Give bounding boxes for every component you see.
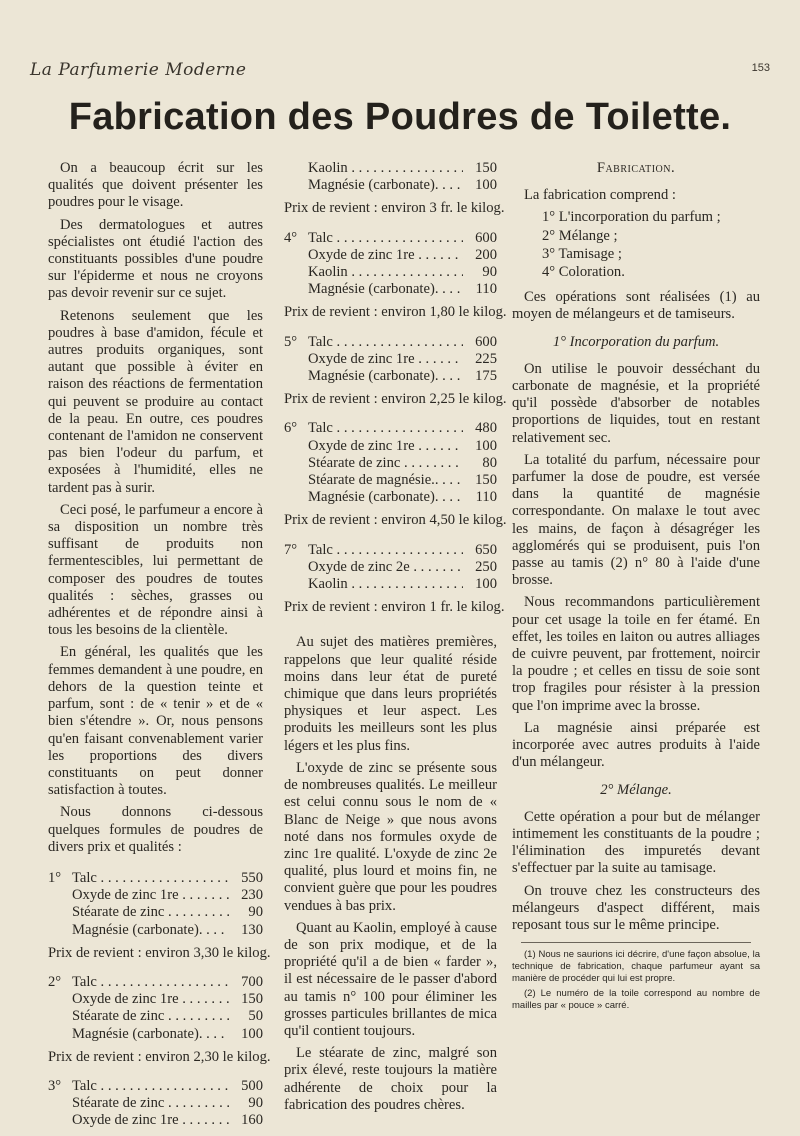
recipe-row: [284, 438, 497, 455]
recipe-4: [284, 230, 497, 299]
recipe-row: [284, 334, 497, 351]
footnote: (1) Nous ne saurions ici décrire, d'une façon absolue, la technique de fabrication, chaque parfumeur ayant sa manière de procéder qui lui est propre.: [512, 949, 760, 985]
ingredient-qty: 150: [241, 991, 263, 1008]
recipe-row: [48, 904, 263, 921]
ingredient-qty: 175: [475, 368, 497, 385]
column-2: [284, 160, 507, 1119]
ingredient-qty: 600: [475, 229, 497, 246]
ingredient-qty: 230: [241, 887, 263, 904]
recipe-7: [284, 542, 497, 594]
recipe-row: [48, 1078, 263, 1095]
ingredient-name: Magnésie (carbonate). . . .: [72, 922, 229, 939]
cost-price: Prix de revient : environ 4,50 le kilog.: [284, 512, 507, 529]
recipe-6: [284, 420, 497, 506]
paragraph: Quant au Kaolin, employé à cause de son prix modique, et de la propriété qu'il a de bien « farder », il est nécessaire de le passer d'abord au tamis n° 100 pour éliminer les grosses particules brillantes de mica qu'il contient toujours.: [284, 919, 497, 1039]
recipe-row: [48, 1026, 263, 1043]
recipe-row: [284, 368, 497, 385]
page-number: 153: [751, 62, 770, 74]
recipe-3: [48, 1078, 263, 1130]
ingredient-name: Oxyde de zinc 1re . . .: [308, 247, 463, 264]
ingredient-qty: 225: [475, 350, 497, 367]
recipe-row: [284, 489, 497, 506]
ingredient-name: Magnésie (carbonate). . . .: [308, 281, 463, 298]
paragraph: On trouve chez les constructeurs des mélangeurs d'aspect différent, mais reposant tous sur le même principe.: [512, 882, 760, 933]
ingredient-qty: 110: [475, 489, 497, 506]
column-1: [48, 160, 271, 1136]
cost-price: Prix de revient : environ 2,30 le kilog.: [48, 1048, 271, 1065]
ingredient-name: Oxyde de zinc 1re . . .: [72, 1112, 229, 1129]
ingredient-name: Oxyde de zinc 2e . . .: [308, 559, 463, 576]
ingredient-name: Stéarate de zinc . . .: [308, 455, 463, 472]
recipe-row: [284, 542, 497, 559]
ingredient-name: Talc: [308, 541, 333, 558]
ingredient-name: Magnésie (carbonate). . . .: [308, 489, 463, 506]
cost-price: Prix de revient : environ 1 fr. le kilog.: [284, 599, 505, 616]
ingredient-name: Stéarate de magnésie.. . . .: [308, 472, 463, 489]
paragraph: Retenons seulement que les poudres à base d'amidon, fécule et autres produits organiques, sont autant que possible à éviter en raison des réactions de fermentation qui peuvent se produire au contact de la peau. En outre, ces poudres contenant de l'amidon ne conservent pas bien l'odeur du parfum, et exposées à l'humidité, elles ne tardent pas à surir.: [48, 307, 263, 496]
ingredient-name: Stéarate de zinc . . .: [72, 904, 229, 921]
recipe-row: [284, 455, 497, 472]
ingredient-qty: 700: [241, 973, 263, 990]
ingredient-qty: 480: [475, 420, 497, 437]
cost-price: Prix de revient : environ 3 fr. le kilog.: [284, 200, 505, 217]
ingredient-name: Talc: [72, 1077, 97, 1094]
ingredient-qty: 150: [475, 160, 497, 176]
paragraph: Ceci posé, le parfumeur a encore à sa disposition un nombre très suffisant de produits non fermentescibles, lui permettant de composer des poudres de toutes qualités : sèches, grasses ou adhérentes et de répondre ainsi à tous les besoins de la clientèle.: [48, 501, 263, 639]
ingredient-name: Magnésie (carbonate). . . .: [308, 177, 463, 194]
recipe-row: [48, 1112, 263, 1129]
paragraph: La magnésie ainsi préparée est incorporée avec autres produits à l'aide d'un mélangeur.: [512, 719, 760, 771]
ingredient-name: Kaolin . . .: [308, 264, 463, 281]
ingredient-qty: 200: [475, 246, 497, 263]
paragraph: La totalité du parfum, nécessaire pour parfumer la dose de poudre, est versée dans la quantité de magnésie correspondante. On malaxe le tout avec les mains, de façon à désagréger les agglomérés qui se produisent, puis l'on passe au tamis (2) n° 80 à l'aide d'une brosse.: [512, 451, 760, 589]
ingredient-qty: 160: [241, 1112, 263, 1129]
recipe-2: [48, 974, 263, 1043]
ingredient-name: Oxyde de zinc 1re . . .: [308, 351, 463, 368]
recipe-row: [284, 264, 497, 281]
ingredient-qty: 100: [475, 576, 497, 593]
steps-list: [512, 209, 760, 281]
footnote: (2) Le numéro de la toile correspond au nombre de mailles par « pouce » carré.: [512, 988, 760, 1012]
footnote-divider: [521, 942, 751, 943]
recipe-number: 4°: [284, 229, 298, 246]
recipe-number: 3°: [48, 1077, 62, 1094]
paragraph: En général, les qualités que les femmes demandent à une poudre, en dehors de la question teinte et parfum, sont : de « tenir » et de « bien s'étendre ». Or, nous pensons qu'en faisant convenablement varier les proportions des divers constituants on peut donner satisfaction à toutes.: [48, 644, 263, 799]
paragraph: Le stéarate de zinc, malgré son prix élevé, reste toujours la matière adhérente de choix pour la fabrication des poudres chères.: [284, 1045, 497, 1113]
paragraph: Nous donnons ci-dessous quelques formules de poudres de divers prix et qualités :: [48, 804, 263, 855]
subsection-heading: 1° Incorporation du parfum.: [552, 333, 720, 350]
ingredient-name: Talc: [72, 869, 97, 886]
ingredient-qty: 80: [482, 454, 497, 471]
section-heading: Fabrication.: [596, 160, 676, 176]
list-item: 4° Coloration.: [542, 264, 625, 281]
list-item: 3° Tamisage ;: [542, 245, 622, 262]
recipe-row: [48, 922, 263, 939]
ingredient-qty: 550: [241, 869, 263, 886]
recipe-1: [48, 870, 263, 939]
ingredient-name: Oxyde de zinc 1re . . .: [72, 887, 229, 904]
ingredient-qty: 250: [475, 558, 497, 575]
ingredient-qty: 100: [475, 177, 497, 194]
recipe-row: [48, 974, 263, 991]
ingredient-name: Magnésie (carbonate). . . .: [72, 1026, 229, 1043]
recipe-number: 1°: [48, 869, 62, 886]
recipe-row: [284, 576, 497, 593]
recipe-row: [48, 1095, 263, 1112]
ingredient-name: Talc: [308, 333, 333, 350]
ingredient-qty: 90: [248, 1095, 263, 1112]
recipe-row: [48, 991, 263, 1008]
cost-price: Prix de revient : environ 1,80 le kilog.: [284, 304, 507, 321]
recipe-row: [48, 887, 263, 904]
recipe-row: [48, 1008, 263, 1025]
ingredient-qty: 100: [241, 1025, 263, 1042]
paragraph: Des dermatologues et autres spécialistes ont étudié l'action des constituants possibles d'une poudre sur l'épiderme et nous ne croyons pas devoir revenir sur ce sujet.: [48, 216, 263, 302]
recipe-row: [284, 247, 497, 264]
ingredient-qty: 600: [475, 333, 497, 350]
recipe-number: 5°: [284, 333, 298, 350]
recipe-3-continued: [284, 160, 497, 194]
paragraph: L'oxyde de zinc se présente sous de nombreuses qualités. Le meilleur est celui connu sous le nom de « Blanc de Neige » que nous avons noté dans nos formules oxyde de zinc 1re qualité. L'oxyde de zinc 2e qualité, plus lourd et moins fin, ne convient guère que pour les poudres vendues à bas prix.: [284, 759, 497, 914]
paragraph: Nous recommandons particulièrement pour cet usage la toile en fer étamé. En effet, les toiles en laiton ou autres alliages de cuivre peuvent, par frottement, noircir la poudre ; et celles en tissu de soie sont trop fragiles pour résister à la pression que l'on imprime avec la brosse.: [512, 594, 760, 714]
paragraph: On a beaucoup écrit sur les qualités que doivent présenter les poudres pour le visage.: [48, 160, 263, 211]
recipe-row: [284, 559, 497, 576]
cost-price: Prix de revient : environ 2,25 le kilog.: [284, 391, 507, 408]
paragraph: Au sujet des matières premières, rappelons que leur qualité réside moins dans leur état de pureté chimique que dans leurs propriétés physiques et leur aspect. Les produits les meilleurs sont les plus légers et les plus fins.: [284, 634, 497, 754]
ingredient-qty: 100: [475, 437, 497, 454]
paragraph: Cette opération a pour but de mélanger intimement les constituants de la poudre ; l'élimination des impuretés devant s'effectuer par la suite au tamisage.: [512, 808, 760, 877]
recipe-row: [284, 160, 497, 177]
ingredient-name: Stéarate de zinc . . .: [72, 1095, 229, 1112]
ingredient-qty: 90: [482, 264, 497, 281]
recipe-number: 6°: [284, 420, 298, 437]
paragraph: Ces opérations sont réalisées (1) au moyen de mélangeurs et de tamiseurs.: [512, 289, 760, 323]
recipe-5: [284, 334, 497, 386]
ingredient-qty: 110: [475, 281, 497, 298]
ingredient-qty: 150: [475, 472, 497, 489]
recipe-row: [284, 177, 497, 194]
ingredient-qty: 50: [248, 1008, 263, 1025]
ingredient-qty: 90: [248, 904, 263, 921]
column-3: [512, 160, 760, 1015]
ingredient-name: Kaolin . . .: [308, 576, 463, 593]
page-title: Fabrication des Poudres de Toilette.: [68, 96, 732, 138]
ingredient-qty: 650: [475, 541, 497, 558]
recipe-number: 7°: [284, 541, 298, 558]
ingredient-name: Oxyde de zinc 1re . . .: [308, 438, 463, 455]
ingredient-name: Talc: [72, 973, 97, 990]
recipe-row: [48, 870, 263, 887]
list-item: 2° Mélange ;: [542, 227, 618, 244]
recipe-row: [284, 230, 497, 247]
paragraph: La fabrication comprend :: [524, 187, 676, 204]
list-item: 1° L'incorporation du parfum ;: [542, 209, 721, 226]
ingredient-qty: 130: [241, 921, 263, 938]
ingredient-name: Talc: [308, 420, 333, 437]
ingredient-name: Magnésie (carbonate). . . .: [308, 368, 463, 385]
ingredient-name: Talc: [308, 229, 333, 246]
subsection-heading: 2° Mélange.: [600, 781, 672, 798]
paragraph: On utilise le pouvoir desséchant du carbonate de magnésie, et la propriété qu'il possède d'absorber de notables proportions de liquides, tout en restant relativement sec.: [512, 360, 760, 446]
recipe-row: [284, 420, 497, 437]
ingredient-qty: 500: [241, 1077, 263, 1094]
recipe-number: 2°: [48, 973, 62, 990]
cost-price: Prix de revient : environ 3,30 le kilog.: [48, 944, 271, 961]
recipe-row: [284, 281, 497, 298]
ingredient-name: Stéarate de zinc . . .: [72, 1008, 229, 1025]
recipe-row: [284, 351, 497, 368]
recipe-row: [284, 472, 497, 489]
magazine-logo: La Parfumerie Moderne: [30, 60, 247, 80]
ingredient-name: Kaolin . . .: [308, 160, 463, 177]
ingredient-name: Oxyde de zinc 1re . . .: [72, 991, 229, 1008]
